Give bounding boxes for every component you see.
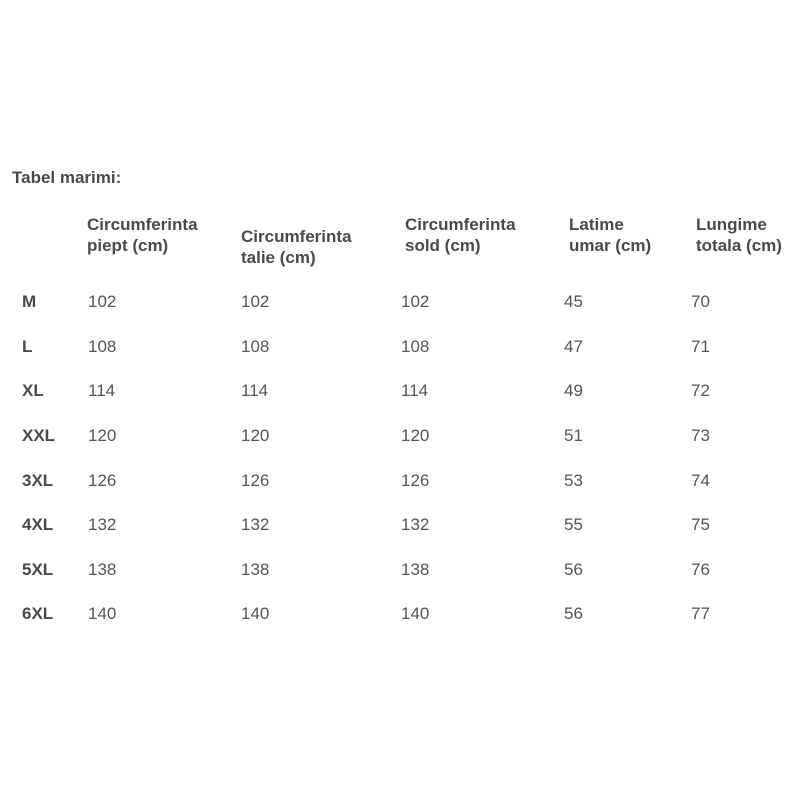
cell-l-waist: 108 — [241, 337, 270, 356]
header-chest-line2: piept (cm) — [87, 236, 169, 255]
header-shoulder-line1: Latime — [569, 215, 624, 234]
size-xl: XL — [22, 381, 44, 400]
header-waist-line1: Circumferinta — [241, 227, 352, 246]
header-length-line1: Lungime — [696, 215, 767, 234]
cell-4xl-waist: 132 — [241, 515, 270, 534]
cell-6xl-hip: 140 — [401, 604, 430, 623]
cell-6xl-length: 77 — [691, 604, 710, 623]
cell-xxl-hip: 120 — [401, 426, 430, 445]
cell-6xl-shoulder: 56 — [564, 604, 583, 623]
size-xxl: XXL — [22, 426, 56, 445]
size-3xl: 3XL — [22, 471, 54, 490]
header-length-line2: totala (cm) — [696, 236, 782, 255]
header-chest — [87, 214, 198, 256]
header-shoulder-line2: umar (cm) — [569, 236, 652, 255]
cell-xxl-shoulder: 51 — [564, 426, 583, 445]
cell-l-shoulder: 47 — [564, 337, 583, 356]
cell-xl-shoulder: 49 — [564, 381, 583, 400]
header-length — [696, 214, 782, 256]
cell-m-length: 70 — [691, 292, 710, 311]
cell-xxl-chest: 120 — [88, 426, 117, 445]
cell-m-shoulder: 45 — [564, 292, 583, 311]
cell-4xl-shoulder: 55 — [564, 515, 583, 534]
header-shoulder — [569, 214, 651, 256]
cell-5xl-length: 76 — [691, 560, 710, 579]
size-l: L — [22, 337, 33, 356]
header-chest-line1: Circumferinta — [87, 215, 198, 234]
cell-xl-hip: 114 — [401, 381, 429, 400]
size-4xl: 4XL — [22, 515, 54, 534]
cell-5xl-hip: 138 — [401, 560, 430, 579]
cell-xl-chest: 114 — [88, 381, 116, 400]
cell-l-chest: 108 — [88, 337, 117, 356]
cell-l-hip: 108 — [401, 337, 430, 356]
cell-4xl-hip: 132 — [401, 515, 430, 534]
header-hip-line2: sold (cm) — [405, 236, 481, 255]
header-hip-line1: Circumferinta — [405, 215, 516, 234]
cell-xl-length: 72 — [691, 381, 710, 400]
cell-4xl-chest: 132 — [88, 515, 117, 534]
cell-m-waist: 102 — [241, 292, 270, 311]
size-5xl: 5XL — [22, 560, 54, 579]
cell-6xl-waist: 140 — [241, 604, 270, 623]
size-m: M — [22, 292, 37, 311]
cell-5xl-shoulder: 56 — [564, 560, 583, 579]
cell-3xl-length: 74 — [691, 471, 710, 490]
size-6xl: 6XL — [22, 604, 54, 623]
cell-xl-waist: 114 — [241, 381, 269, 400]
cell-4xl-length: 75 — [691, 515, 710, 534]
header-waist-line2: talie (cm) — [241, 248, 316, 267]
cell-l-length: 71 — [691, 337, 710, 356]
cell-m-hip: 102 — [401, 292, 430, 311]
cell-m-chest: 102 — [88, 292, 117, 311]
cell-3xl-chest: 126 — [88, 471, 117, 490]
cell-3xl-hip: 126 — [401, 471, 430, 490]
cell-xxl-length: 73 — [691, 426, 710, 445]
header-hip — [405, 214, 516, 256]
cell-3xl-shoulder: 53 — [564, 471, 583, 490]
table-title: Tabel marimi: — [12, 168, 122, 187]
cell-6xl-chest: 140 — [88, 604, 117, 623]
header-waist — [241, 226, 352, 268]
cell-xxl-waist: 120 — [241, 426, 270, 445]
cell-5xl-chest: 138 — [88, 560, 117, 579]
cell-3xl-waist: 126 — [241, 471, 270, 490]
cell-5xl-waist: 138 — [241, 560, 270, 579]
